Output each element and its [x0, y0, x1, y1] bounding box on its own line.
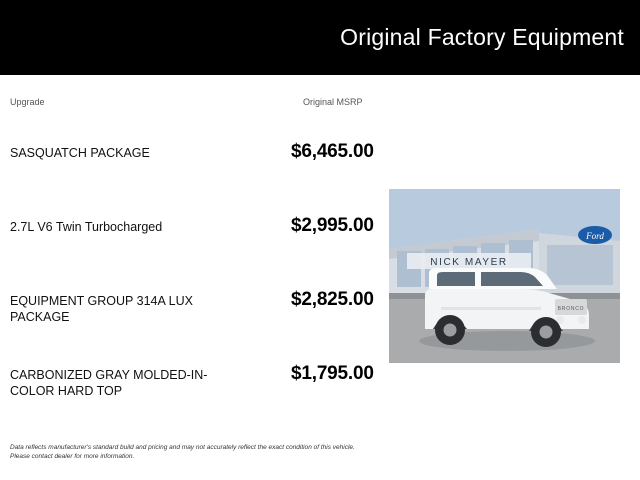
table-row [0, 353, 640, 427]
disclaimer-line-1: Data reflects manufacturer's standard build and pricing and may not accurately reflect the exact condition of this vehicle. [10, 444, 355, 451]
svg-text:Ford: Ford [586, 231, 604, 241]
equipment-price: $6,465.00 [291, 141, 374, 162]
svg-text:BRONCO: BRONCO [557, 306, 585, 312]
vehicle-photo [389, 189, 620, 363]
page-title: Original Factory Equipment [340, 24, 624, 50]
equipment-price: $1,795.00 [291, 363, 374, 384]
equipment-name: 2.7L V6 Twin Turbocharged [10, 220, 163, 234]
table-column-headers [0, 97, 640, 131]
disclaimer-line-2: Please contact dealer for more information. [10, 453, 135, 460]
equipment-price: $2,995.00 [291, 215, 374, 236]
equipment-name: SASQUATCH PACKAGE [10, 146, 150, 160]
column-header-msrp: Original MSRP [303, 97, 363, 107]
svg-text:NICK MAYER: NICK MAYER [430, 257, 508, 268]
page-header [0, 0, 640, 75]
equipment-name: EQUIPMENT GROUP 314A LUX PACKAGE [10, 294, 193, 324]
equipment-name: CARBONIZED GRAY MOLDED-IN-COLOR HARD TOP [10, 368, 208, 398]
column-header-upgrade: Upgrade [10, 97, 45, 107]
equipment-price: $2,825.00 [291, 289, 374, 310]
disclaimer [10, 443, 430, 461]
